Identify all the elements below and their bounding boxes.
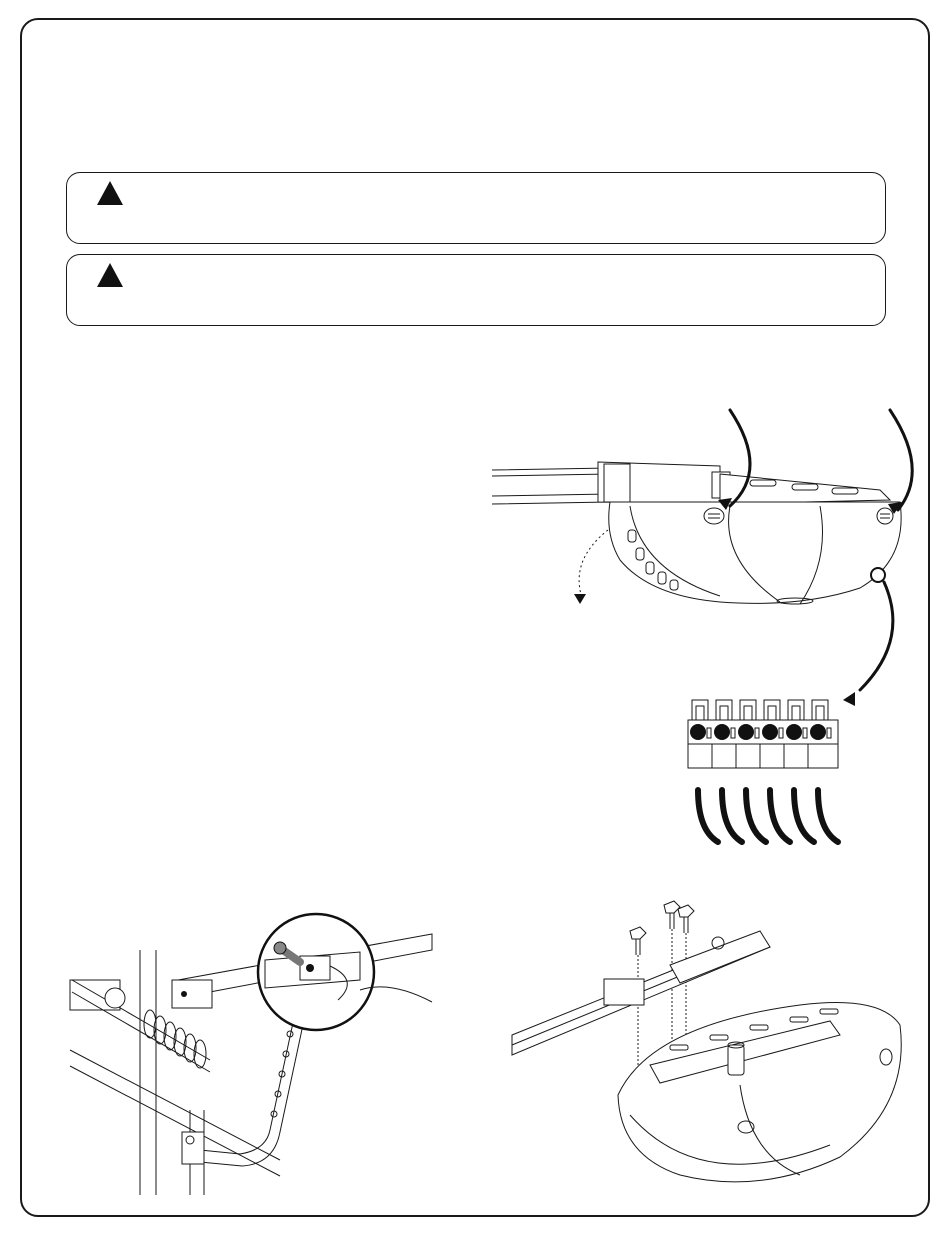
warning-box-2 [66, 254, 886, 326]
terminal-block-illustration [640, 680, 880, 860]
mounting-illustration [500, 895, 920, 1195]
warning-triangle-icon [95, 179, 125, 207]
door-arm-illustration [60, 910, 440, 1200]
warning-box-1 [66, 172, 886, 244]
opener-head-illustration [480, 410, 930, 630]
warning-triangle-icon [95, 261, 125, 289]
